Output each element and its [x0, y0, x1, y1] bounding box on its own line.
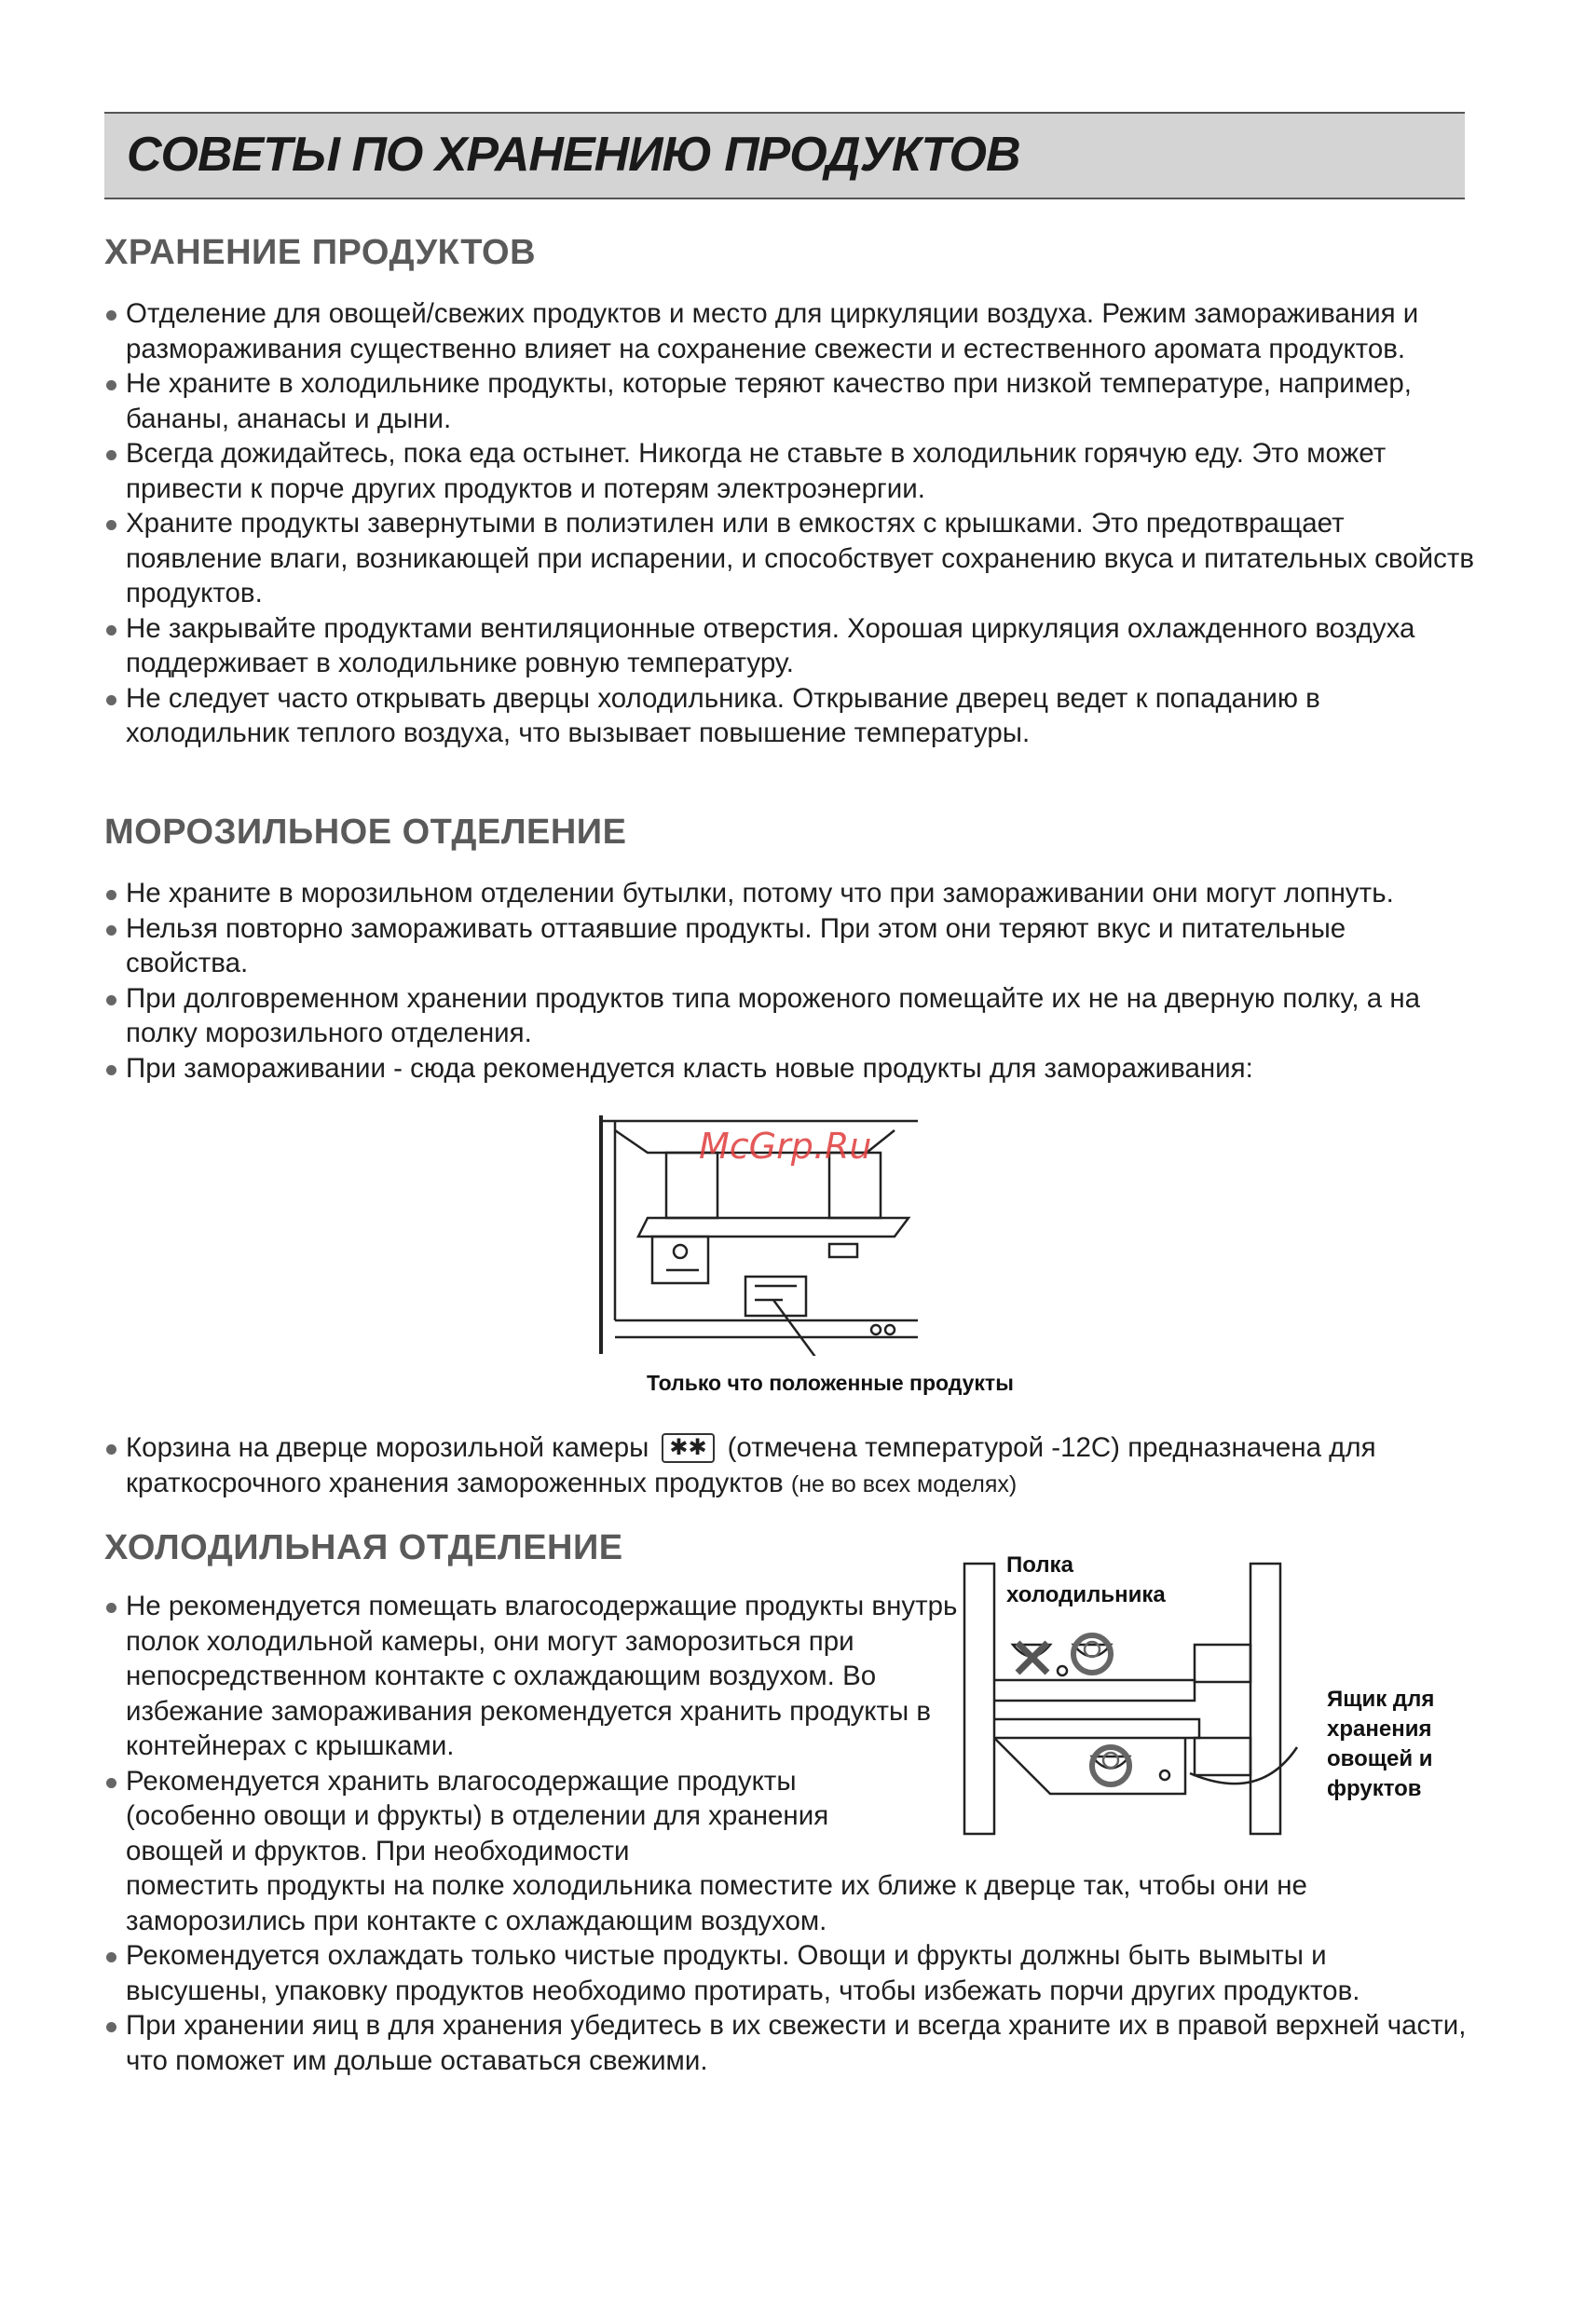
list-item: Рекомендуется хранить влагосодержащие продукты (особенно овощи и фрукты) в отделении для хранения овощей и фруктов. При необходимости — [104, 1764, 862, 1869]
section-heading-storage: ХРАНЕНИЕ ПРОДУКТОВ — [104, 233, 537, 272]
list-item: Не храните в холодильнике продукты, которые теряют качество при низкой температуре, например, бананы, ананасы и дыни. — [104, 366, 1474, 436]
fridge-tips-list-top — [104, 1589, 962, 1868]
basket-tip-list — [104, 1430, 1474, 1502]
list-item: Не следует часто открывать дверцы холодильника. Открывание дверец ведет к попаданию в холодильник теплого воздуха, что вызывает повышение температуры. — [104, 681, 1474, 751]
list-item: Не храните в морозильном отделении бутылки, потому что при замораживании они могут лопнуть. — [104, 876, 1474, 911]
list-item: Рекомендуется охлаждать только чистые продукты. Овощи и фрукты должны быть вымыты и высушены, упаковку продуктов необходимо протирать, чтобы избежать порчи других продуктов. — [104, 1938, 1474, 2008]
list-item — [104, 1430, 1474, 1502]
list-item: Не рекомендуется помещать влагосодержащие продукты внутрь полок холодильной камеры, они могут заморозиться при непосредственном контакте с охлаждающим воздухом. Во избежание замораживания рекомендуется хранить продукты в контейнерах с крышками. — [104, 1589, 962, 1764]
page-title: СОВЕТЫ ПО ХРАНЕНИЮ ПРОДУКТОВ — [127, 128, 1020, 182]
freezer-tips-list — [104, 876, 1474, 1086]
section-heading-freezer: МОРОЗИЛЬНОЕ ОТДЕЛЕНИЕ — [104, 813, 627, 852]
list-item: Не закрывайте продуктами вентиляционные отверстия. Хорошая циркуляция охлажденного воздуха поддерживает в холодильнике ровную температуру. — [104, 611, 1474, 681]
storage-tips-list — [104, 296, 1474, 751]
two-star-symbol: ✱✱ — [662, 1433, 714, 1463]
shelf-label: Полка холодильника — [1006, 1552, 1166, 1607]
list-item: Храните продукты завернутыми в полиэтилен или в емкостях с крышками. Это предотвращает появление влаги, возникающей при испарении, и способствует сохранению вкуса и питательных свойств продуктов. — [104, 506, 1474, 611]
continuation-text: поместить продукты на полке холодильника поместите их ближе к дверце так, чтобы они не заморозились при контакте с охлаждающим воздухом. — [126, 1870, 1307, 1936]
title-bar — [104, 112, 1465, 199]
list-item: При замораживании - сюда рекомендуется класть новые продукты для замораживания: — [104, 1051, 1474, 1087]
vegetable-drawer-label: Ящик для хранения овощей и фруктов — [1327, 1687, 1435, 1801]
section-heading-fridge: ХОЛОДИЛЬНАЯ ОТДЕЛЕНИЕ — [104, 1528, 623, 1567]
list-item: Отделение для овощей/свежих продуктов и место для циркуляции воздуха. Режим замораживания и размораживания существенно влияет на сохранение свежести и естественного аромата продуктов. — [104, 296, 1474, 366]
list-item: Нельзя повторно замораживать оттаявшие продукты. При этом они теряют вкус и питательные свойства. — [104, 911, 1474, 981]
basket-text-start: Корзина на дверце морозильной камеры — [126, 1432, 649, 1463]
watermark-logo: McGrp.Ru — [699, 1126, 872, 1167]
freezer-figure-caption: Только что положенные продукты — [647, 1371, 1014, 1395]
list-item: Всегда дожидайтесь, пока еда остынет. Никогда не ставьте в холодильник горячую еду. Это может привести к порче других продуктов и потерям электроэнергии. — [104, 436, 1474, 506]
list-item: При долговременном хранении продуктов типа мороженого помещайте их не на дверную полку, а на полку морозильного отделения. — [104, 981, 1474, 1051]
list-item: При хранении яиц в для хранения убедитесь в их свежести и всегда храните их в правой верхней части, что поможет им дольше оставаться свежими. — [104, 2008, 1474, 2078]
list-item-continued — [104, 1868, 1474, 1938]
fridge-tips-list-bottom — [104, 1868, 1474, 2078]
basket-text-end: (отмечена температурой -12С) предназначена для краткосрочного хранения замороженных продуктов — [126, 1432, 1376, 1498]
basket-note: (не во всех моделях) — [790, 1470, 1018, 1497]
